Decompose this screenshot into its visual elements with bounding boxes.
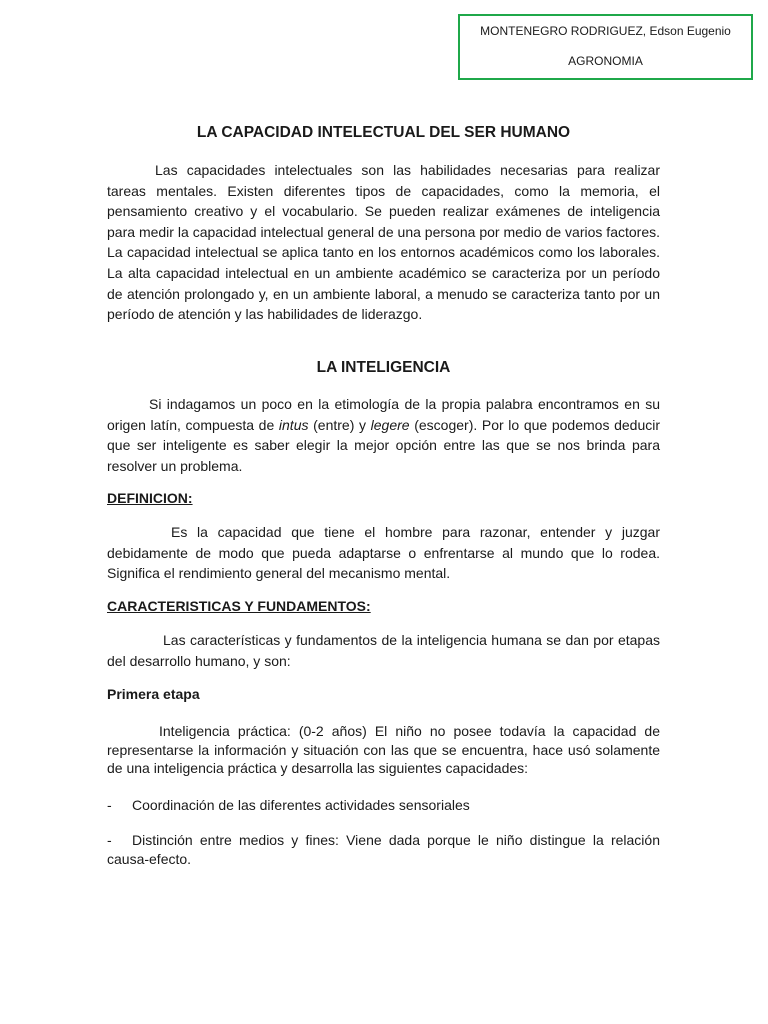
etymology-text-2: (entre) y [308, 416, 371, 433]
characteristics-text: Las características y fundamentos de la inteligencia humana se dan por etapas del desarrollo humano, y son: [107, 632, 660, 669]
bullet-marker: - [107, 797, 112, 813]
etymology-paragraph [107, 394, 660, 476]
definition-text: Es la capacidad que tiene el hombre para razonar, entender y juzgar debidamente de modo que pueda adaptarse o enfrentarse al mundo que lo rodea. Significa el rendimiento general del mecanismo mental. [107, 524, 660, 582]
word-intus: intus [278, 416, 309, 433]
author-box [458, 14, 753, 80]
list-item-text: Distinción entre medios y fines: Viene dada porque le niño distingue la relación causa-efecto. [107, 832, 660, 867]
definition-paragraph [107, 522, 660, 584]
list-item [107, 795, 660, 816]
program-name: AGRONOMIA [568, 54, 643, 68]
characteristics-paragraph [107, 630, 660, 671]
heading-primera-etapa: Primera etapa [107, 686, 200, 702]
document-title: LA CAPACIDAD INTELECTUAL DEL SER HUMANO [196, 124, 571, 141]
etymology-text-3: (escoger). Por lo que podemos deducir que ser inteligente es saber elegir la mejor opción entre las que se nos brinda para resolver un problema. [107, 416, 661, 474]
heading-caracteristicas: CARACTERISTICAS Y FUNDAMENTOS: [107, 598, 371, 614]
intro-paragraph [107, 160, 660, 325]
section-title-inteligencia: LA INTELIGENCIA [316, 359, 451, 376]
list-item-text: Coordinación de las diferentes actividades sensoriales [132, 797, 470, 813]
stage-paragraph [107, 722, 660, 778]
list-item [107, 831, 660, 868]
etymology-text-1: Si indagamos un poco en la etimología de la propia palabra encontramos en su origen latín, compuesta de [107, 396, 660, 433]
word-legere: legere [370, 416, 410, 433]
bullet-marker: - [107, 832, 112, 848]
heading-definicion: DEFINICION: [107, 490, 193, 506]
intro-text: Las capacidades intelectuales son las habilidades necesarias para realizar tareas mentales. Existen diferentes tipos de capacidades, como la memoria, el pensamiento creativo y el vocabulario. Se pueden realizar exámenes de inteligencia para medir la capacidad intelectual general de una persona por medio de varios factores. La capacidad intelectual se aplica tanto en los entornos académicos como los laborales. La alta capacidad intelectual en un ambiente académico se caracteriza por un período de atención prolongado y, en un ambiente laboral, a menudo se caracteriza tanto por un período de atención y las habilidades de liderazgo. [107, 162, 660, 323]
stage-text: Inteligencia práctica: (0-2 años) El niño no posee todavía la capacidad de representarse la información y situación con las que se encuentra, hace usó solamente de una inteligencia práctica y desarrolla las siguientes capacidades: [107, 723, 660, 776]
author-name: MONTENEGRO RODRIGUEZ, Edson Eugenio [480, 24, 731, 38]
